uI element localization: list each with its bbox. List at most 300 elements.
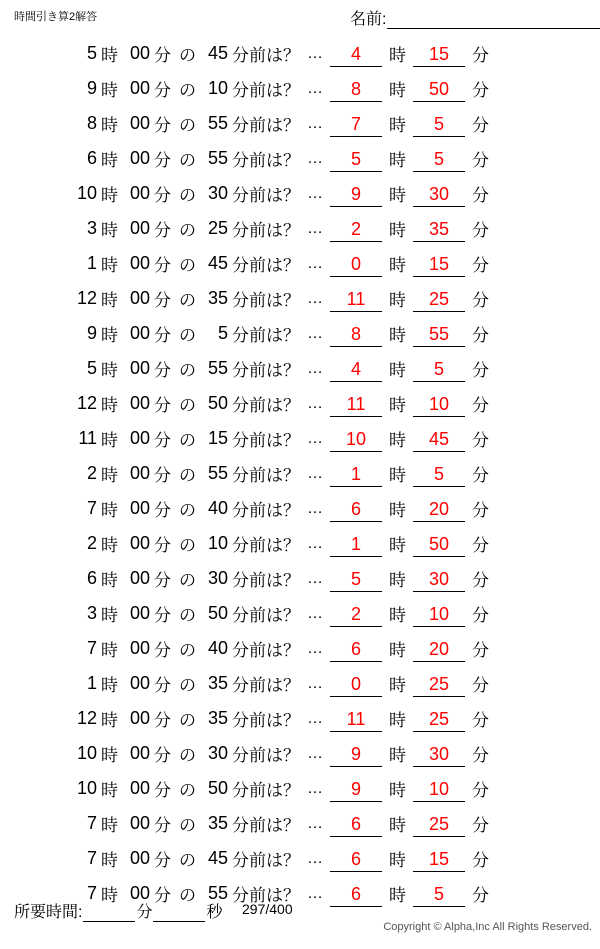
ellipsis: …	[307, 394, 323, 412]
ellipsis: …	[307, 429, 323, 447]
question-minute: 00	[129, 428, 150, 448]
answer-hour-unit: 時	[389, 676, 406, 695]
no-particle: の	[179, 186, 196, 205]
no-particle: の	[179, 571, 196, 590]
question-text	[0, 846, 330, 871]
answer-hour-blank[interactable]	[330, 286, 382, 312]
answer-hour-blank[interactable]	[330, 706, 382, 732]
problem-row	[0, 36, 600, 71]
answer-hour-unit: 時	[389, 641, 406, 660]
answer-minute-blank[interactable]	[413, 181, 465, 207]
answer-group	[330, 321, 489, 347]
answer-minute-value: 50	[428, 78, 450, 99]
question-subtract: 50	[207, 393, 228, 413]
answer-hour-unit: 時	[389, 186, 406, 205]
question-hour: 10	[76, 183, 97, 203]
answer-hour-value: 6	[350, 883, 361, 904]
no-particle: の	[179, 501, 196, 520]
ellipsis: …	[307, 604, 323, 622]
answer-hour-blank[interactable]	[330, 356, 382, 382]
ellipsis: …	[307, 184, 323, 202]
time-seconds-blank[interactable]	[153, 903, 205, 922]
page-footer	[0, 899, 600, 943]
hour-unit: 時	[101, 711, 118, 730]
answer-hour-value: 0	[350, 253, 361, 274]
hour-unit: 時	[101, 431, 118, 450]
hour-unit: 時	[101, 676, 118, 695]
no-particle: の	[179, 221, 196, 240]
before-question-label: 分前は？	[232, 571, 300, 590]
time-required-group	[14, 899, 222, 922]
minute-unit: 分	[154, 151, 171, 170]
answer-minute-value: 25	[428, 288, 450, 309]
minute-unit: 分	[154, 81, 171, 100]
answer-group	[330, 566, 489, 592]
answer-hour-blank[interactable]	[330, 216, 382, 242]
answer-minute-blank[interactable]	[413, 636, 465, 662]
answer-minute-unit: 分	[472, 431, 489, 450]
answer-hour-unit: 時	[389, 81, 406, 100]
ellipsis: …	[307, 219, 323, 237]
answer-hour-blank[interactable]	[330, 321, 382, 347]
answer-hour-value: 9	[350, 183, 361, 204]
question-text	[0, 426, 330, 451]
answer-hour-unit: 時	[389, 396, 406, 415]
question-minute: 00	[129, 183, 150, 203]
answer-group	[330, 531, 489, 557]
minute-unit: 分	[154, 781, 171, 800]
hour-unit: 時	[101, 326, 118, 345]
no-particle: の	[179, 256, 196, 275]
answer-hour-blank[interactable]	[330, 671, 382, 697]
name-field-group	[350, 6, 600, 29]
no-particle: の	[179, 326, 196, 345]
question-text	[0, 776, 330, 801]
before-question-label: 分前は？	[232, 641, 300, 660]
ellipsis: …	[307, 709, 323, 727]
minute-unit: 分	[154, 571, 171, 590]
answer-group	[330, 251, 489, 277]
ellipsis: …	[307, 814, 323, 832]
question-minute: 00	[129, 43, 150, 63]
ellipsis: …	[307, 324, 323, 342]
answer-minute-blank[interactable]	[413, 286, 465, 312]
answer-minute-unit: 分	[472, 851, 489, 870]
question-hour: 6	[86, 568, 97, 588]
answer-hour-blank[interactable]	[330, 531, 382, 557]
question-minute: 00	[129, 148, 150, 168]
question-hour: 7	[86, 883, 97, 903]
question-text	[0, 216, 330, 241]
answer-minute-unit: 分	[472, 81, 489, 100]
question-subtract: 25	[207, 218, 228, 238]
ellipsis: …	[307, 114, 323, 132]
ellipsis: …	[307, 744, 323, 762]
no-particle: の	[179, 886, 196, 905]
answer-minute-value: 5	[433, 358, 444, 379]
question-hour: 11	[78, 428, 97, 448]
answer-group	[330, 426, 489, 452]
hour-unit: 時	[101, 746, 118, 765]
question-subtract: 35	[207, 708, 228, 728]
answer-minute-unit: 分	[472, 326, 489, 345]
answer-minute-blank[interactable]	[413, 811, 465, 837]
answer-hour-value: 5	[350, 568, 361, 589]
answer-hour-unit: 時	[389, 606, 406, 625]
minute-unit: 分	[154, 221, 171, 240]
no-particle: の	[179, 396, 196, 415]
hour-unit: 時	[101, 816, 118, 835]
minute-unit: 分	[154, 46, 171, 65]
answer-minute-blank[interactable]	[413, 601, 465, 627]
answer-hour-value: 8	[350, 78, 361, 99]
question-minute: 00	[129, 533, 150, 553]
answer-hour-blank[interactable]	[330, 146, 382, 172]
answer-minute-value: 5	[433, 883, 444, 904]
minute-unit: 分	[154, 396, 171, 415]
minute-unit: 分	[154, 116, 171, 135]
answer-minute-blank[interactable]	[413, 356, 465, 382]
question-subtract: 30	[207, 743, 228, 763]
question-hour: 5	[86, 358, 97, 378]
answer-minute-unit: 分	[472, 816, 489, 835]
no-particle: の	[179, 746, 196, 765]
minute-unit: 分	[154, 466, 171, 485]
answer-hour-blank[interactable]	[330, 391, 382, 417]
answer-hour-unit: 時	[389, 571, 406, 590]
answer-group	[330, 671, 489, 697]
before-question-label: 分前は？	[232, 431, 300, 450]
before-question-label: 分前は？	[232, 606, 300, 625]
answer-hour-blank[interactable]	[330, 181, 382, 207]
answer-minute-blank[interactable]	[413, 391, 465, 417]
answer-minute-value: 20	[428, 498, 450, 519]
question-hour: 8	[86, 113, 97, 133]
question-hour: 7	[86, 848, 97, 868]
answer-hour-blank[interactable]	[330, 251, 382, 277]
page-header	[0, 6, 600, 32]
answer-hour-unit: 時	[389, 46, 406, 65]
question-text	[0, 181, 330, 206]
question-minute: 00	[129, 708, 150, 728]
question-subtract: 55	[207, 463, 228, 483]
answer-hour-value: 11	[346, 393, 366, 414]
answer-hour-blank[interactable]	[330, 741, 382, 767]
answer-group	[330, 706, 489, 732]
before-question-label: 分前は？	[232, 676, 300, 695]
question-minute: 00	[129, 743, 150, 763]
answer-minute-unit: 分	[472, 151, 489, 170]
answer-group	[330, 41, 489, 67]
question-minute: 00	[129, 218, 150, 238]
answer-hour-value: 4	[350, 43, 361, 64]
question-text	[0, 391, 330, 416]
minute-unit: 分	[154, 501, 171, 520]
ellipsis: …	[307, 569, 323, 587]
question-minute: 00	[129, 813, 150, 833]
ellipsis: …	[307, 534, 323, 552]
minute-unit: 分	[154, 851, 171, 870]
answer-hour-unit: 時	[389, 816, 406, 835]
answer-hour-value: 10	[345, 428, 367, 449]
question-subtract: 35	[207, 813, 228, 833]
answer-group	[330, 846, 489, 872]
page-number: 297/400	[242, 901, 293, 917]
answer-minute-blank[interactable]	[413, 741, 465, 767]
answer-hour-value: 6	[350, 498, 361, 519]
answer-minute-value: 5	[433, 148, 444, 169]
minute-unit: 分	[154, 256, 171, 275]
answer-hour-blank[interactable]	[330, 41, 382, 67]
ellipsis: …	[307, 849, 323, 867]
answer-group	[330, 356, 489, 382]
answer-hour-unit: 時	[389, 256, 406, 275]
ellipsis: …	[307, 359, 323, 377]
before-question-label: 分前は？	[232, 116, 300, 135]
minute-unit: 分	[154, 606, 171, 625]
answer-minute-unit: 分	[472, 886, 489, 905]
answer-group	[330, 76, 489, 102]
answer-group	[330, 111, 489, 137]
no-particle: の	[179, 641, 196, 660]
answer-hour-value: 1	[350, 463, 361, 484]
question-text	[0, 251, 330, 276]
question-minute: 00	[129, 498, 150, 518]
before-question-label: 分前は？	[232, 361, 300, 380]
no-particle: の	[179, 676, 196, 695]
hour-unit: 時	[101, 781, 118, 800]
question-subtract: 50	[207, 603, 228, 623]
question-text	[0, 601, 330, 626]
answer-minute-unit: 分	[472, 746, 489, 765]
no-particle: の	[179, 291, 196, 310]
answer-minute-value: 20	[428, 638, 450, 659]
answer-minute-blank[interactable]	[413, 496, 465, 522]
problem-row	[0, 176, 600, 211]
answer-hour-blank[interactable]	[330, 426, 382, 452]
before-question-label: 分前は？	[232, 886, 300, 905]
question-text	[0, 671, 330, 696]
answer-minute-blank[interactable]	[413, 251, 465, 277]
answer-group	[330, 391, 489, 417]
answer-hour-blank[interactable]	[330, 846, 382, 872]
answer-hour-blank[interactable]	[330, 111, 382, 137]
question-hour: 3	[86, 603, 97, 623]
before-question-label: 分前は？	[232, 536, 300, 555]
answer-hour-value: 6	[350, 848, 361, 869]
answer-group	[330, 216, 489, 242]
question-hour: 7	[86, 498, 97, 518]
answer-group	[330, 636, 489, 662]
answer-minute-value: 15	[428, 43, 450, 64]
ellipsis: …	[307, 289, 323, 307]
answer-minute-blank[interactable]	[413, 321, 465, 347]
time-required-label: 所要時間:	[14, 904, 83, 921]
ellipsis: …	[307, 499, 323, 517]
question-subtract: 55	[207, 113, 228, 133]
question-text	[0, 146, 330, 171]
answer-hour-value: 11	[346, 708, 366, 729]
answer-hour-unit: 時	[389, 501, 406, 520]
no-particle: の	[179, 466, 196, 485]
answer-minute-unit: 分	[472, 466, 489, 485]
minute-unit: 分	[154, 536, 171, 555]
answer-minute-value: 5	[433, 113, 444, 134]
problem-row	[0, 211, 600, 246]
answer-minute-blank[interactable]	[413, 216, 465, 242]
question-subtract: 30	[207, 183, 228, 203]
before-question-label: 分前は？	[232, 466, 300, 485]
minute-unit: 分	[154, 886, 171, 905]
question-text	[0, 41, 330, 66]
problem-row	[0, 841, 600, 876]
answer-minute-blank[interactable]	[413, 671, 465, 697]
question-text	[0, 356, 330, 381]
ellipsis: …	[307, 254, 323, 272]
answer-hour-blank[interactable]	[330, 636, 382, 662]
question-subtract: 55	[207, 883, 228, 903]
question-subtract: 35	[207, 288, 228, 308]
answer-hour-blank[interactable]	[330, 566, 382, 592]
answer-hour-unit: 時	[389, 781, 406, 800]
answer-hour-blank[interactable]	[330, 496, 382, 522]
before-question-label: 分前は？	[232, 711, 300, 730]
question-hour: 10	[76, 743, 97, 763]
answer-minute-blank[interactable]	[413, 426, 465, 452]
answer-minute-blank[interactable]	[413, 461, 465, 487]
answer-hour-unit: 時	[389, 291, 406, 310]
no-particle: の	[179, 816, 196, 835]
hour-unit: 時	[101, 81, 118, 100]
answer-minute-unit: 分	[472, 396, 489, 415]
before-question-label: 分前は？	[232, 781, 300, 800]
answer-hour-value: 1	[350, 533, 361, 554]
answer-hour-unit: 時	[389, 746, 406, 765]
minute-unit: 分	[154, 711, 171, 730]
answer-hour-unit: 時	[389, 151, 406, 170]
answer-hour-unit: 時	[389, 361, 406, 380]
hour-unit: 時	[101, 46, 118, 65]
no-particle: の	[179, 116, 196, 135]
ellipsis: …	[307, 44, 323, 62]
answer-hour-blank[interactable]	[330, 776, 382, 802]
name-input-line[interactable]	[387, 11, 600, 29]
no-particle: の	[179, 46, 196, 65]
minute-unit: 分	[154, 431, 171, 450]
question-hour: 7	[86, 813, 97, 833]
answer-hour-blank[interactable]	[330, 811, 382, 837]
answer-group	[330, 146, 489, 172]
answer-hour-blank[interactable]	[330, 601, 382, 627]
no-particle: の	[179, 606, 196, 625]
answer-hour-blank[interactable]	[330, 76, 382, 102]
answer-minute-blank[interactable]	[413, 41, 465, 67]
answer-group	[330, 181, 489, 207]
answer-minute-blank[interactable]	[413, 706, 465, 732]
answer-minute-value: 25	[428, 813, 450, 834]
question-subtract: 45	[207, 253, 228, 273]
answer-minute-value: 30	[428, 743, 450, 764]
question-subtract: 55	[207, 148, 228, 168]
question-hour: 1	[86, 673, 97, 693]
minute-unit: 分	[154, 291, 171, 310]
answer-minute-unit: 分	[472, 781, 489, 800]
answer-minute-value: 30	[428, 183, 450, 204]
question-minute: 00	[129, 358, 150, 378]
question-hour: 6	[86, 148, 97, 168]
hour-unit: 時	[101, 501, 118, 520]
problem-row	[0, 141, 600, 176]
question-hour: 9	[86, 323, 97, 343]
question-text	[0, 566, 330, 591]
answer-minute-blank[interactable]	[413, 566, 465, 592]
before-question-label: 分前は？	[232, 851, 300, 870]
question-subtract: 55	[207, 358, 228, 378]
answer-minute-unit: 分	[472, 676, 489, 695]
answer-hour-unit: 時	[389, 851, 406, 870]
question-minute: 00	[129, 673, 150, 693]
answer-minute-blank[interactable]	[413, 776, 465, 802]
question-text	[0, 286, 330, 311]
answer-minute-unit: 分	[472, 46, 489, 65]
hour-unit: 時	[101, 256, 118, 275]
answer-minute-blank[interactable]	[413, 531, 465, 557]
hour-unit: 時	[101, 886, 118, 905]
answer-minute-unit: 分	[472, 361, 489, 380]
before-question-label: 分前は？	[232, 81, 300, 100]
no-particle: の	[179, 536, 196, 555]
no-particle: の	[179, 361, 196, 380]
answer-minute-value: 10	[428, 393, 450, 414]
answer-minute-blank[interactable]	[413, 76, 465, 102]
question-hour: 1	[86, 253, 97, 273]
answer-hour-unit: 時	[389, 466, 406, 485]
question-subtract: 45	[207, 848, 228, 868]
hour-unit: 時	[101, 151, 118, 170]
answer-minute-unit: 分	[472, 711, 489, 730]
question-minute: 00	[129, 638, 150, 658]
question-text	[0, 531, 330, 556]
answer-minute-unit: 分	[472, 641, 489, 660]
hour-unit: 時	[101, 186, 118, 205]
answer-hour-blank[interactable]	[330, 461, 382, 487]
answer-hour-unit: 時	[389, 116, 406, 135]
time-minutes-blank[interactable]	[83, 903, 135, 922]
answer-hour-value: 4	[350, 358, 361, 379]
answer-hour-unit: 時	[389, 711, 406, 730]
problem-row	[0, 281, 600, 316]
question-subtract: 45	[207, 43, 228, 63]
answer-minute-blank[interactable]	[413, 146, 465, 172]
answer-minute-value: 50	[428, 533, 450, 554]
answer-group	[330, 811, 489, 837]
before-question-label: 分前は？	[232, 291, 300, 310]
question-minute: 00	[129, 253, 150, 273]
answer-hour-unit: 時	[389, 431, 406, 450]
problem-list	[0, 36, 600, 911]
no-particle: の	[179, 781, 196, 800]
question-subtract: 50	[207, 778, 228, 798]
answer-minute-value: 45	[428, 428, 450, 449]
no-particle: の	[179, 851, 196, 870]
problem-row	[0, 351, 600, 386]
answer-minute-blank[interactable]	[413, 111, 465, 137]
minute-unit: 分	[154, 361, 171, 380]
answer-hour-unit: 時	[389, 221, 406, 240]
problem-row	[0, 491, 600, 526]
before-question-label: 分前は？	[232, 816, 300, 835]
answer-minute-blank[interactable]	[413, 846, 465, 872]
